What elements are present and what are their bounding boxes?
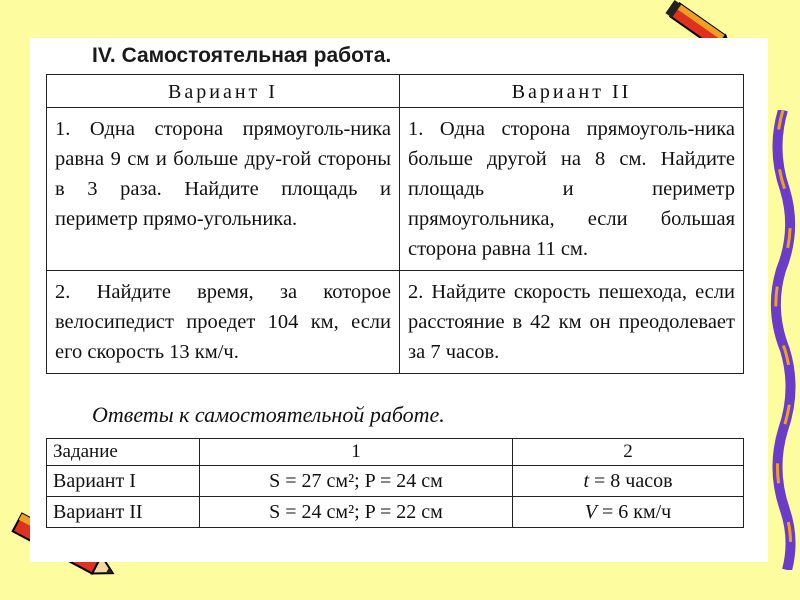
answer-variable: t	[583, 469, 589, 492]
answers-header-row	[47, 439, 744, 466]
answer-variable: V	[584, 500, 597, 523]
answers-row-label: Вариант II	[47, 497, 200, 528]
slide-content	[30, 38, 768, 562]
page-title: IV. Самостоятельная работа.	[92, 44, 392, 67]
answers-row-label: Вариант I	[47, 466, 200, 497]
answer-value: = 6 км/ч	[596, 500, 672, 523]
table-row	[47, 466, 744, 497]
task2-variant1: 2. Найдите время, за которое велосипедист проедет 104 км, если его скорость 13 км/ч.	[47, 271, 400, 374]
answers-header-task: Задание	[47, 439, 200, 466]
variant1-header: Вариант I	[47, 75, 400, 108]
table-row	[47, 108, 744, 271]
answers-title: Ответы к самостоятельной работе.	[92, 402, 445, 427]
answer-2	[513, 466, 744, 497]
task2-variant2: 2. Найдите скорость пешехода, если расстояние в 42 км он преодолевает за 7 часов.	[400, 271, 744, 374]
tasks-header-row	[47, 75, 744, 108]
answers-header-2: 2	[513, 439, 744, 466]
answers-header-1: 1	[200, 439, 513, 466]
table-row	[47, 271, 744, 374]
task1-variant1: 1. Одна сторона прямоуголь-ника равна 9 см и больше дру-гой стороны в 3 раза. Найдите площадь и периметр прямо-угольника.	[47, 108, 400, 271]
tasks-table	[46, 74, 744, 374]
answer-2	[513, 497, 744, 528]
table-row	[47, 497, 744, 528]
answer-1: S = 27 см²; P = 24 см	[200, 466, 513, 497]
pencil-right-icon	[765, 110, 800, 570]
variant2-header: Вариант II	[400, 75, 744, 108]
answer-1: S = 24 см²; P = 22 см	[200, 497, 513, 528]
answers-table	[46, 438, 744, 528]
answer-value: = 8 часов	[589, 469, 673, 492]
task1-variant2: 1. Одна сторона прямоуголь-ника больше другой на 8 см. Найдите площадь и периметр прямоугольника, если большая сторона равна 11 см.	[400, 108, 744, 271]
